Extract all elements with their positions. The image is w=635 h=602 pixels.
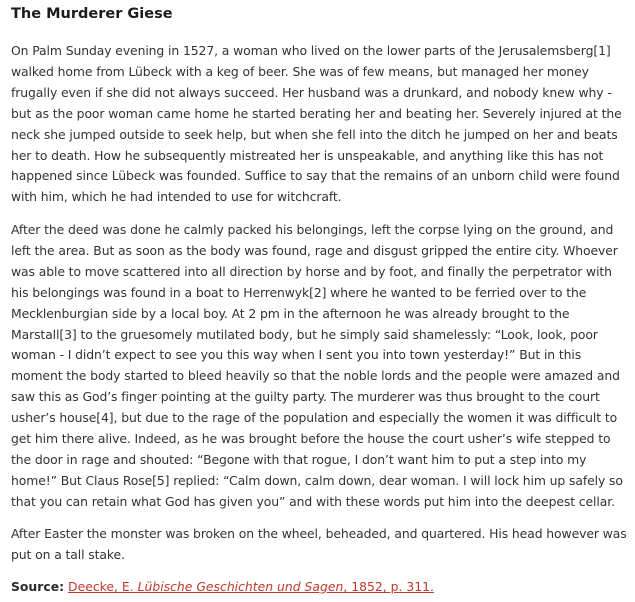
paragraph-2 <box>11 220 629 513</box>
paragraph-line: saw this as God’s finger pointing at the guilty party. The murderer was thus brought to the court <box>11 389 600 405</box>
paragraph-line: After Easter the monster was broken on the wheel, beheaded, and quartered. His head however was <box>11 526 627 541</box>
paragraph-line: Marstall[3] to the gruesomely mutilated body, but he simply said shamelessly: “Look, look, poor <box>11 326 598 342</box>
paragraph-line: neck she jumped outside to seek help, but when she fell into the ditch he jumped on her and beats <box>11 126 618 142</box>
source-link-author: Deecke, E. <box>68 579 138 594</box>
paragraph-3 <box>11 524 629 566</box>
paragraph-line: walked home from Lübeck with a keg of beer. She was of few means, but managed her money <box>11 63 589 79</box>
paragraph-line: that you can retain what God has given you” and with these words put him into the deepest cellar. <box>11 493 615 509</box>
paragraph-1 <box>11 41 629 208</box>
paragraph-line: her to death. How he subsequently mistreated her is unspeakable, and anything like this has not <box>11 147 604 163</box>
paragraph-line: the door in rage and shouted: “Begone with that rogue, I don’t want him to put a step into my <box>11 451 587 467</box>
paragraph-line: with him, which he had intended to use for witchcraft. <box>11 189 342 205</box>
paragraph-line: usher’s house[4], but due to the rage of the population and especially the women it was difficult to <box>11 410 618 426</box>
source-link[interactable] <box>68 579 434 594</box>
paragraph-line: After the deed was done he calmly packed his belongings, left the corpse lying on the ground, and <box>11 222 614 237</box>
paragraph-line: put on a tall stake. <box>11 546 125 562</box>
paragraph-line: home!” But Claus Rose[5] replied: “Calm down, calm down, dear woman. I will lock him up safely so <box>11 472 623 488</box>
paragraph-line: woman - I didn’t expect to see you this way when I sent you into town yesterday!” But in this <box>11 347 582 363</box>
paragraph-line: happened since Lübeck was founded. Suffice to say that the remains of an unborn child were found <box>11 168 620 184</box>
paragraph-line: but as the poor woman came home he started berating her and beating her. Severely injured at the <box>11 105 622 121</box>
paragraph-line: moment the body started to bleed heavily so that the noble lords and the people were amazed and <box>11 368 620 384</box>
paragraph-line: Mecklenburgian side by a local boy. At 2 pm in the afternoon he was already brought to the <box>11 305 570 321</box>
paragraph-line: his belongings was found in a boat to Herrenwyk[2] where he wanted to be ferried over to the <box>11 284 587 300</box>
source-link-book-title: Lübische Geschichten und Sagen <box>137 579 344 594</box>
paragraph-line: get him there alive. Indeed, as he was brought before the house the court usher’s wife stepped to <box>11 431 611 447</box>
source-link-details: , 1852, p. 311. <box>343 579 434 594</box>
paragraph-line: frugally even if she did not always succeed. Her husband was a drunkard, and nobody knew why - <box>11 84 612 100</box>
page-title: The Murderer Giese <box>11 6 173 22</box>
source-label: Source: <box>11 579 65 594</box>
paragraph-line: was able to move scattered into all direction by horse and by foot, and finally the perpetrator with <box>11 263 612 279</box>
paragraph-line: On Palm Sunday evening in 1527, a woman who lived on the lower parts of the Jerusalemsberg[1] <box>11 43 611 58</box>
paragraph-line: left the area. But as soon as the body was found, rage and disgust gripped the entire city. Whoever <box>11 242 618 258</box>
source-citation <box>11 577 434 597</box>
